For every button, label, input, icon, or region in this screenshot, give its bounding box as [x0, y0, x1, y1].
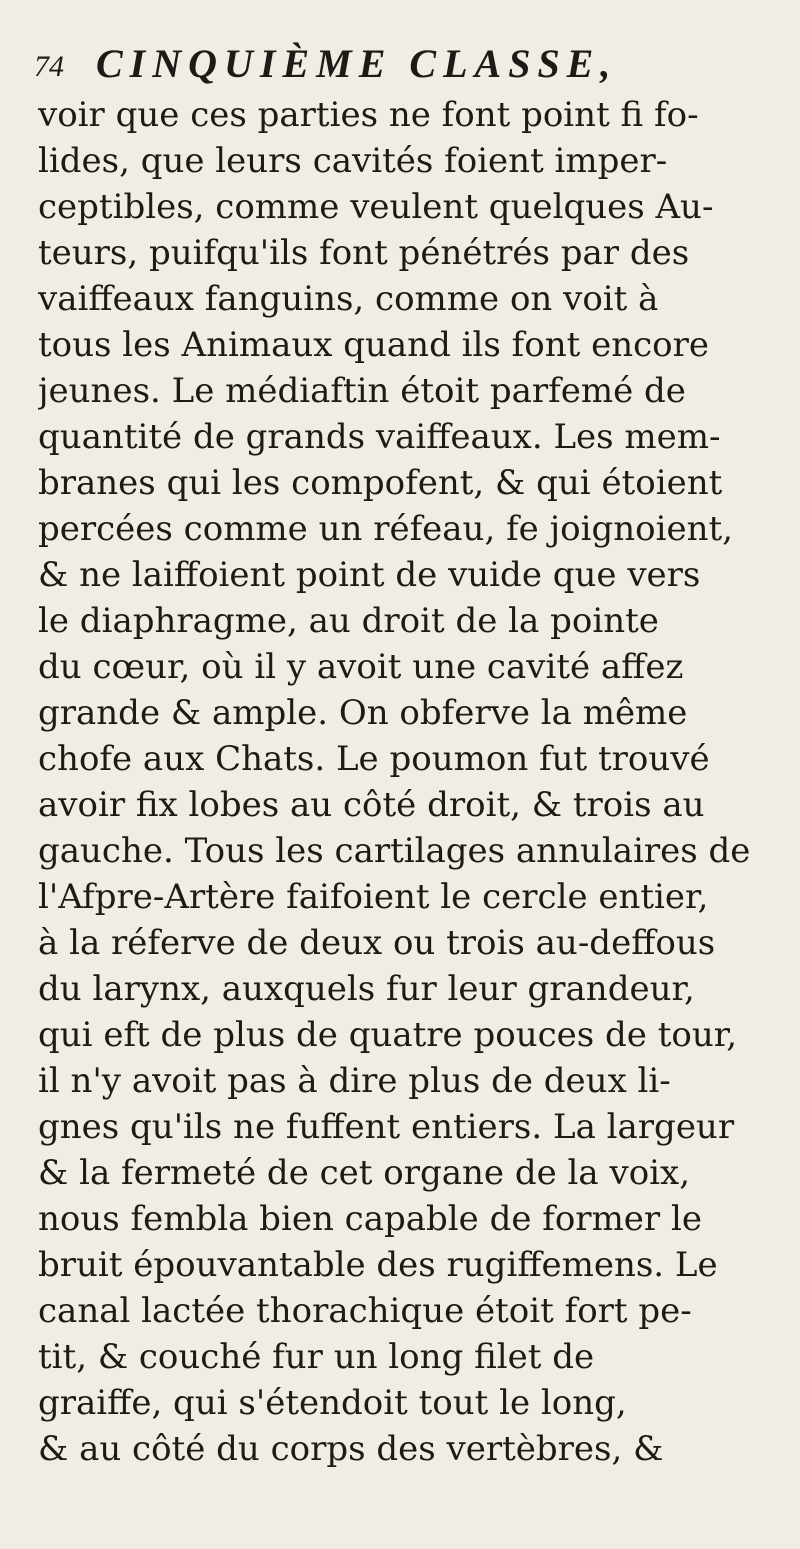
text-line: & la fermeté de cet organe de la voix, [38, 1153, 691, 1193]
text-line: quantité de grands vaiffeaux. Les mem- [38, 417, 721, 457]
running-head: CINQUIÈME CLASSE, [96, 41, 618, 86]
text-line: canal lactée thorachique étoit fort pe- [38, 1291, 692, 1331]
text-line: gnes qu'ils ne fuffent entiers. La largeur [38, 1107, 735, 1147]
text-line: branes qui les compofent, & qui étoient [38, 463, 723, 503]
text-line: à la réferve de deux ou trois au-deffous [38, 923, 716, 963]
text-line: percées comme un réfeau, fe joignoient, [38, 509, 733, 549]
text-line: du cœur, où il y avoit une cavité affez [38, 647, 684, 687]
text-line: vaiffeaux fanguins, comme on voit à [38, 279, 659, 319]
text-line: gauche. Tous les cartilages annulaires de [38, 831, 751, 871]
text-line: le diaphragme, au droit de la pointe [38, 601, 659, 641]
text-line: avoir fix lobes au côté droit, & trois au [38, 785, 705, 825]
text-line: voir que ces parties ne font point fi fo- [38, 95, 699, 135]
text-line: lides, que leurs cavités foient imper- [38, 141, 668, 181]
text-line: bruit épouvantable des rugiffemens. Le [38, 1245, 718, 1285]
text-line: chofe aux Chats. Le poumon fut trouvé [38, 739, 710, 779]
text-line: tit, & couché fur un long filet de [38, 1337, 595, 1377]
text-line: l'Afpre-Artère faifoient le cercle entier, [38, 877, 709, 917]
text-line: tous les Animaux quand ils font encore [38, 325, 709, 365]
text-line: nous fembla bien capable de former le [38, 1199, 702, 1239]
text-line: grande & ample. On obferve la même [38, 693, 688, 733]
text-line: teurs, puifqu'ils font pénétrés par des [38, 233, 690, 273]
body-text [38, 92, 790, 1472]
text-line: qui eft de plus de quatre pouces de tour, [38, 1015, 738, 1055]
text-line: & ne laiffoient point de vuide que vers [38, 555, 701, 595]
page-number: 74 [34, 50, 64, 83]
page-header [30, 40, 770, 96]
text-line: du larynx, auxquels fur leur grandeur, [38, 969, 695, 1009]
text-line: & au côté du corps des vertèbres, & [38, 1429, 664, 1469]
text-line: ceptibles, comme veulent quelques Au- [38, 187, 714, 227]
text-line: jeunes. Le médiaftin étoit parfemé de [38, 371, 686, 411]
text-line: il n'y avoit pas à dire plus de deux li- [38, 1061, 671, 1101]
text-line: graiffe, qui s'étendoit tout le long, [38, 1383, 627, 1423]
